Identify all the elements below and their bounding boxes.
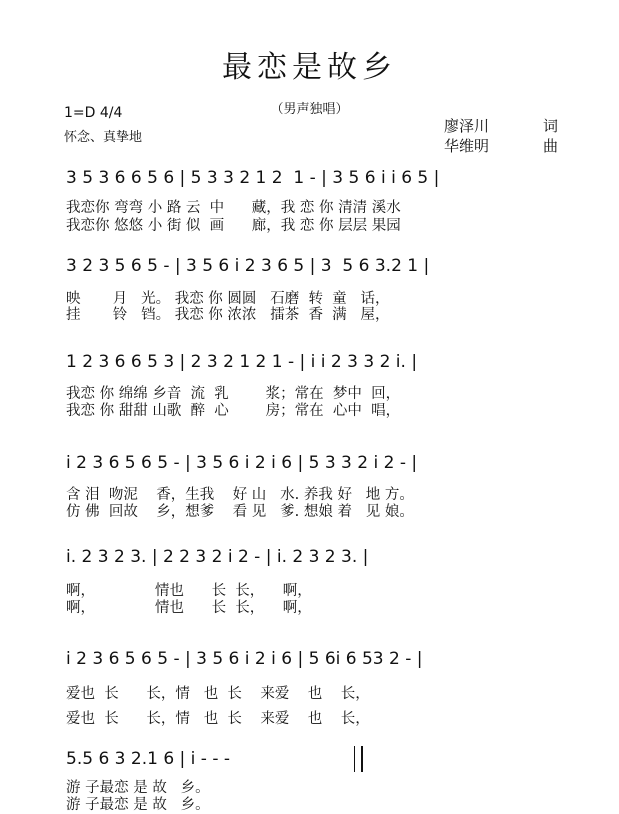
melody-line-4: i 2 3 6 5 6 5 - | 3 5 6 i 2 i 6 | 5 3 3 2 i 2 - |	[66, 453, 418, 473]
lyric-line-5-verse-1: 啊， 情也 长 长， 啊，	[66, 583, 312, 599]
key-signature: 1=D 4/4	[64, 105, 123, 121]
lyricist-role: 词	[542, 117, 558, 135]
lyric-line-6-verse-2: 爱也 长 长，情 也 长 来爱 也 长，	[66, 711, 370, 727]
lyric-line-7-verse-2: 游 子最恋 是 故 乡。	[66, 797, 210, 813]
lyric-line-3-verse-2: 我恋 你 甜甜 山歌 醉 心 房；常在 心中 唱，	[66, 403, 401, 419]
lyric-line-4-verse-1: 含 泪 吻泥 香，生我 好 山 水. 养我 好 地 方。	[66, 487, 414, 503]
lyricist-name: 廖泽川	[444, 117, 490, 135]
lyric-line-2-verse-1: 映 月 光。 我恋 你 圆圆 石磨 转 童 话，	[66, 291, 390, 307]
melody-line-7: 5.5 6 3 2.1 6 | i - - -	[66, 749, 231, 769]
melody-line-5: i. 2 3 2 3. | 2 2 3 2 i 2 - | i. 2 3 2 3. |	[66, 547, 369, 567]
lyric-line-5-verse-2: 啊， 情也 长 长， 啊，	[66, 600, 312, 616]
lyric-line-7-verse-1: 游 子最恋 是 故 乡。	[66, 780, 210, 796]
melody-line-2: 3 2 3 5 6 5 - | 3 5 6 i 2 3 6 5 | 3 5 6 3.2 1 |	[66, 256, 430, 276]
lyric-line-6-verse-1: 爱也 长 长，情 也 长 来爱 也 长，	[66, 686, 370, 702]
lyric-line-2-verse-2: 挂 铃 铛。 我恋 你 浓浓 擂茶 香 满 屋，	[66, 307, 390, 323]
lyric-line-4-verse-2: 仿 佛 回故 乡，想爹 看 见 爹. 想娘 着 见 娘。	[66, 504, 414, 520]
melody-line-6: i 2 3 6 5 6 5 - | 3 5 6 i 2 i 6 | 5 6i 6 53 2 - |	[66, 649, 423, 669]
expression-mark: 怀念、真挚地	[64, 130, 143, 145]
lyric-line-1-verse-1: 我恋你 弯弯 小 路 云 中 藏，我 恋 你 清清 溪水	[66, 200, 401, 216]
composer-name: 华维明	[444, 137, 490, 155]
lyric-line-1-verse-2: 我恋你 悠悠 小 街 似 画 廊，我 恋 你 层层 果园	[66, 218, 401, 234]
composer-role: 曲	[542, 137, 558, 155]
final-barline	[354, 746, 363, 772]
performance-note: （男声独唱）	[270, 102, 349, 117]
lyric-line-3-verse-1: 我恋 你 绵绵 乡音 流 乳 浆；常在 梦中 回，	[66, 386, 401, 402]
melody-line-1: 3 5 3 6 6 5 6 | 5 3 3 2 1 2 1 - | 3 5 6 i i 6 5 |	[66, 168, 440, 188]
song-title: 最恋是故乡	[222, 50, 397, 85]
melody-line-3: 1 2 3 6 6 5 3 | 2 3 2 1 2 1 - | i i 2 3 3 2 i. |	[66, 352, 418, 372]
